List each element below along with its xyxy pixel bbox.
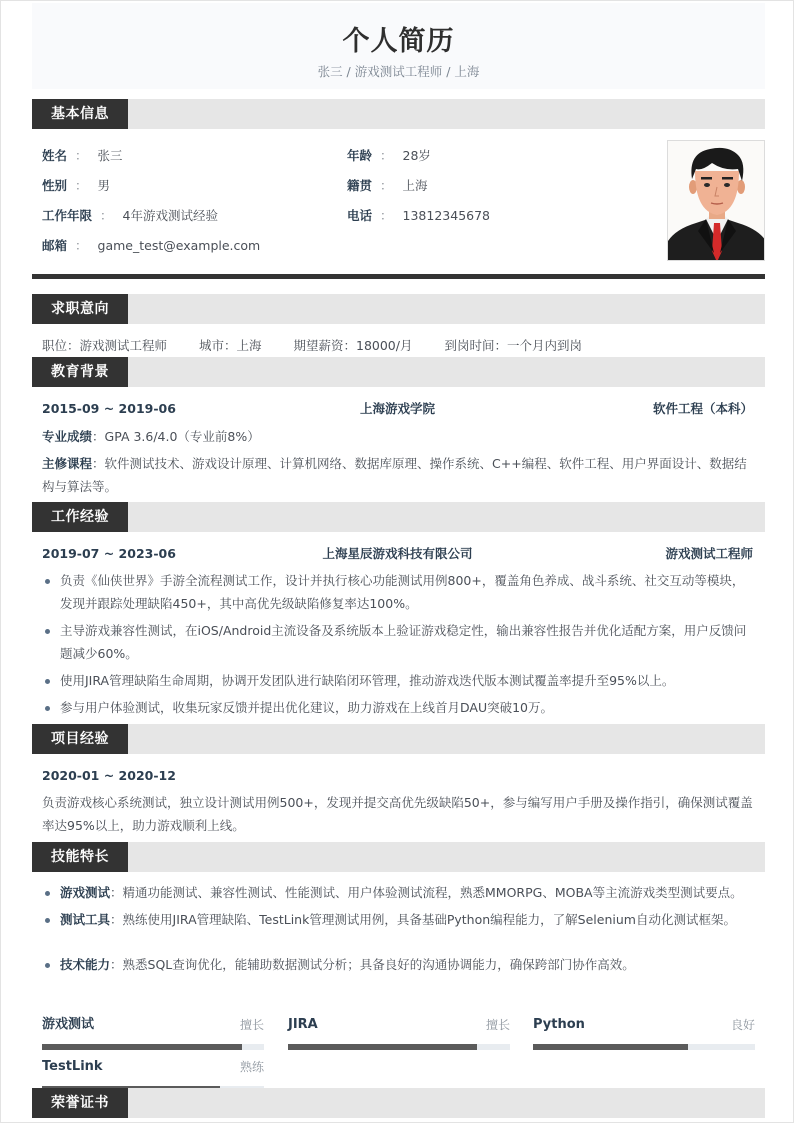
colon: ：: [380, 208, 393, 223]
avatar-illustration-icon: [668, 141, 765, 261]
info-label: 工作年限: [42, 208, 93, 223]
info-label: 性别: [42, 178, 68, 193]
skills-bullet-list: [42, 881, 754, 980]
skill-bar-jira: [288, 1016, 510, 1052]
project-description: 负责游戏核心系统测试，独立设计测试用例500+，发现并提交高优先级缺陷50+，参与编写用户手册及操作指引，确保测试覆盖率达95%以上，助力游戏顺利上线。: [42, 795, 753, 833]
section-title: 工作经验: [32, 502, 128, 532]
section-title: 项目经验: [32, 724, 128, 754]
info-age: [347, 147, 431, 165]
education-major: 软件工程（本科）: [652, 401, 753, 416]
work-company: 上海星辰游戏科技有限公司: [322, 546, 473, 561]
skill-name: JIRA: [288, 1017, 318, 1032]
skill-bar-python: [533, 1016, 755, 1052]
intent-arrival: 到岗时间：一个月内到岗: [444, 338, 582, 353]
info-label: 姓名: [42, 148, 68, 163]
list-item: [42, 908, 754, 931]
skill-name: TestLink: [42, 1059, 103, 1074]
colon: ：: [380, 148, 393, 163]
gpa-label: 专业成绩: [42, 429, 93, 444]
skill-fill: [533, 1044, 688, 1050]
list-item: 参与用户体验测试，收集玩家反馈并提出优化建议，助力游戏在上线首月DAU突破10万。: [42, 696, 754, 719]
skill-label: 游戏测试: [60, 885, 111, 900]
section-title: 求职意向: [32, 294, 128, 324]
section-header-work: [32, 502, 765, 532]
list-item: [42, 953, 754, 976]
courses-value: ：软件测试技术、游戏设计原理、计算机网络、数据库原理、操作系统、C++编程、软件工程、用户界面设计、数据结构与算法等。: [42, 456, 747, 494]
job-intent-row: [42, 337, 610, 355]
info-label: 邮箱: [42, 238, 68, 253]
work-role: 游戏测试工程师: [665, 546, 753, 561]
list-item: 使用JIRA管理缺陷生命周期，协调开发团队进行缺陷闭环管理，推动游戏迭代版本测试覆盖率提升至95%以上。: [42, 669, 754, 692]
skill-text: ：熟练使用JIRA管理缺陷、TestLink管理测试用例，具备基础Python编程能力，了解Selenium自动化测试框架。: [110, 912, 736, 927]
section-header-education: [32, 357, 765, 387]
colon: ：: [75, 148, 88, 163]
gpa-value: ：GPA 3.6/4.0（专业前8%）: [92, 429, 260, 444]
skill-level: 熟练: [239, 1060, 264, 1074]
info-value: 上海: [402, 178, 428, 193]
section-title: 基本信息: [32, 99, 128, 129]
project-period: 2020-01 ~ 2020-12: [42, 768, 176, 783]
info-years: [42, 207, 218, 225]
colon: ：: [75, 238, 88, 253]
info-value: 张三: [97, 148, 123, 163]
section-divider: [32, 274, 765, 279]
section-header-skills: [32, 842, 765, 872]
skill-text: ：熟悉SQL查询优化，能辅助数据测试分析；具备良好的沟通协调能力，确保跨部门协作高效。: [110, 957, 635, 972]
intent-position: 职位：游戏测试工程师: [42, 338, 168, 353]
info-value: 男: [97, 178, 111, 193]
resume-header: [32, 3, 765, 89]
info-label: 年龄: [347, 148, 373, 163]
section-title: 教育背景: [32, 357, 128, 387]
info-gender: [42, 177, 110, 195]
skill-track: [533, 1044, 755, 1050]
info-value: 4年游戏测试经验: [122, 208, 218, 223]
work-header-row: [42, 545, 753, 563]
skill-name: Python: [533, 1017, 585, 1032]
section-header-basic: [32, 99, 765, 129]
skill-level: 擅长: [485, 1018, 510, 1032]
education-school: 上海游戏学院: [359, 401, 435, 416]
skill-label: 测试工具: [60, 912, 111, 927]
info-email: [42, 237, 260, 255]
portrait-photo: [667, 140, 765, 261]
work-period: 2019-07 ~ 2023-06: [42, 546, 176, 561]
info-name: [42, 147, 123, 165]
info-label: 电话: [347, 208, 373, 223]
page-subtitle: 张三 / 游戏测试工程师 / 上海: [317, 64, 480, 79]
skill-level: 良好: [730, 1018, 755, 1032]
section-title: 技能特长: [32, 842, 128, 872]
info-phone: [347, 207, 490, 225]
skill-track: [288, 1044, 510, 1050]
section-header-project: [32, 724, 765, 754]
education-gpa: [42, 425, 754, 448]
list-item: 主导游戏兼容性测试，在iOS/Android主流设备及系统版本上验证游戏稳定性，输出兼容性报告并优化适配方案，用户反馈问题减少60%。: [42, 619, 754, 665]
section-header-honors: [32, 1088, 765, 1118]
info-origin: [347, 177, 428, 195]
skill-level: 擅长: [239, 1018, 264, 1032]
colon: ：: [100, 208, 113, 223]
education-header-row: [42, 400, 753, 418]
skill-fill: [288, 1044, 477, 1050]
education-period: 2015-09 ~ 2019-06: [42, 401, 176, 416]
skill-fill: [42, 1044, 242, 1050]
work-bullet-list: [42, 569, 754, 723]
info-value: 13812345678: [402, 208, 491, 223]
colon: ：: [380, 178, 393, 193]
education-courses: [42, 452, 754, 498]
courses-label: 主修课程: [42, 456, 93, 471]
section-header-intent: [32, 294, 765, 324]
list-item: [42, 881, 754, 904]
info-value: 28岁: [402, 148, 431, 163]
skill-bar-game-testing: [42, 1016, 264, 1052]
page-title: 个人简历: [342, 26, 455, 57]
skill-track: [42, 1044, 264, 1050]
colon: ：: [75, 178, 88, 193]
skill-label: 技术能力: [60, 957, 111, 972]
section-title: 荣誉证书: [32, 1088, 128, 1118]
intent-city: 城市：上海: [199, 338, 262, 353]
list-item: 负责《仙侠世界》手游全流程测试工作，设计并执行核心功能测试用例800+，覆盖角色养成、战斗系统、社交互动等模块，发现并跟踪处理缺陷450+，其中高优先级缺陷修复率达100%。: [42, 569, 754, 615]
info-label: 籍贯: [347, 178, 373, 193]
project-header-row: [42, 767, 753, 785]
email-link[interactable]: game_test@example.com: [97, 238, 261, 253]
skill-text: ：精通功能测试、兼容性测试、性能测试、用户体验测试流程，熟悉MMORPG、MOBA等主流游戏类型测试要点。: [110, 885, 743, 900]
intent-salary: 期望薪资：18000/月: [293, 338, 413, 353]
skill-name: 游戏测试: [42, 1017, 95, 1032]
